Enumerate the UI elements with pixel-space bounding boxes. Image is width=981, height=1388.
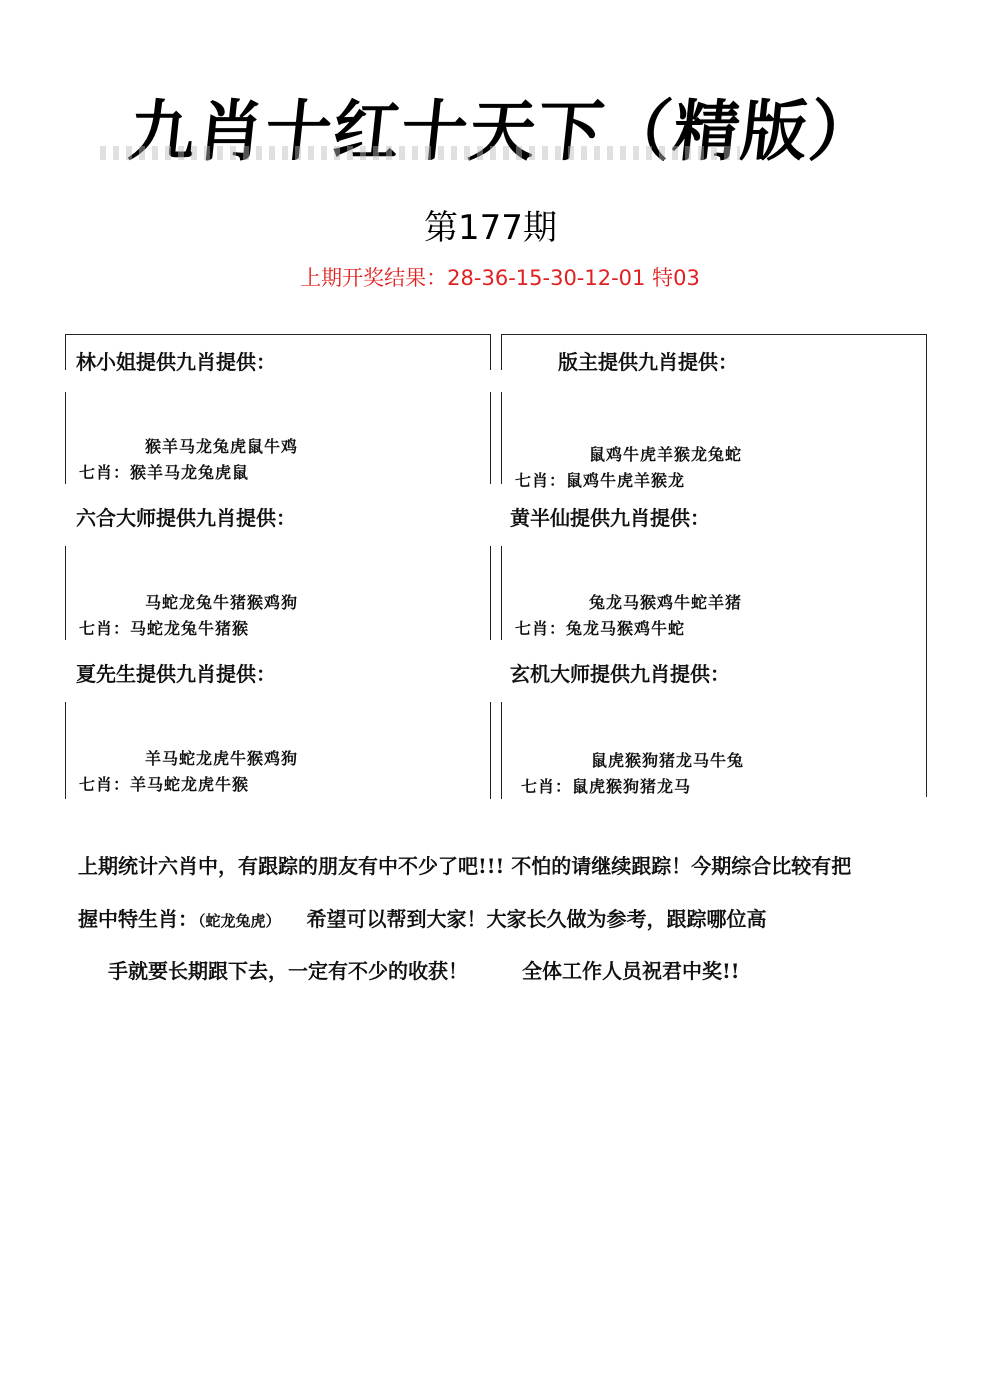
banner-decoration bbox=[100, 146, 740, 160]
seven-zodiac: 七肖：马蛇龙兔牛猪猴 bbox=[79, 619, 250, 638]
nine-zodiac: 鼠虎猴狗猪龙马牛兔 bbox=[591, 751, 745, 770]
banner bbox=[125, 78, 882, 170]
prediction-entry bbox=[501, 334, 927, 490]
entry-title: 夏先生提供九肖提供： bbox=[76, 662, 276, 686]
entry-border bbox=[490, 702, 491, 799]
entry-title: 六合大师提供九肖提供： bbox=[76, 506, 296, 530]
prediction-entry bbox=[65, 646, 491, 796]
note-line bbox=[78, 903, 918, 932]
nine-zodiac: 鼠鸡牛虎羊猴龙兔蛇 bbox=[589, 445, 743, 464]
nine-zodiac: 兔龙马猴鸡牛蛇羊猪 bbox=[589, 593, 743, 612]
entry-title: 黄半仙提供九肖提供： bbox=[510, 506, 710, 530]
entry-border bbox=[501, 392, 502, 484]
note-text: 希望可以帮到大家！大家长久做为参考，跟踪哪位高 bbox=[306, 907, 767, 931]
closing-wish: 全体工作人员祝君中奖!! bbox=[522, 959, 740, 983]
seven-zodiac: 七肖：兔龙马猴鸡牛蛇 bbox=[515, 619, 686, 638]
note-text: 手就要长期跟下去，一定有不少的收获！ bbox=[108, 959, 468, 983]
entry-border bbox=[65, 546, 66, 640]
prediction-entry bbox=[501, 646, 927, 796]
nine-zodiac: 马蛇龙兔牛猪猴鸡狗 bbox=[145, 593, 299, 612]
entry-border bbox=[490, 392, 491, 484]
banner-title: 九肖十红十天下（精版） bbox=[125, 93, 882, 170]
entry-border bbox=[490, 546, 491, 640]
prediction-entry bbox=[65, 334, 491, 484]
entry-border bbox=[501, 546, 502, 640]
entry-title: 林小姐提供九肖提供： bbox=[76, 350, 276, 374]
issue-number: 第177期 bbox=[424, 208, 557, 248]
prediction-entry bbox=[501, 490, 927, 640]
right-panel bbox=[501, 334, 927, 799]
prediction-entry bbox=[65, 490, 491, 640]
seven-zodiac: 七肖：鼠鸡牛虎羊猴龙 bbox=[515, 471, 686, 490]
nine-zodiac: 猴羊马龙兔虎鼠牛鸡 bbox=[145, 437, 299, 456]
entry-title: 版主提供九肖提供： bbox=[558, 350, 738, 374]
entry-title: 玄机大师提供九肖提供： bbox=[510, 662, 730, 686]
nine-zodiac: 羊马蛇龙虎牛猴鸡狗 bbox=[145, 749, 299, 768]
note-line bbox=[108, 955, 948, 984]
seven-zodiac: 七肖：羊马蛇龙虎牛猴 bbox=[79, 775, 250, 794]
last-draw-result: 上期开奖结果：28-36-15-30-12-01 特03 bbox=[300, 266, 700, 290]
entry-border bbox=[65, 392, 66, 484]
entry-border bbox=[501, 702, 502, 799]
note-line: 上期统计六肖中，有跟踪的朋友有中不少了吧!!! 不怕的请继续跟踪！今期综合比较有把 bbox=[78, 854, 852, 878]
entry-border bbox=[65, 702, 66, 799]
seven-zodiac: 七肖：鼠虎猴狗猪龙马 bbox=[521, 777, 692, 796]
seven-zodiac: 七肖：猴羊马龙兔虎鼠 bbox=[79, 463, 250, 482]
special-zodiac-pick: （蛇龙兔虎） bbox=[198, 912, 281, 930]
left-panel bbox=[65, 334, 491, 799]
note-text: 握中特生肖： bbox=[78, 907, 198, 931]
